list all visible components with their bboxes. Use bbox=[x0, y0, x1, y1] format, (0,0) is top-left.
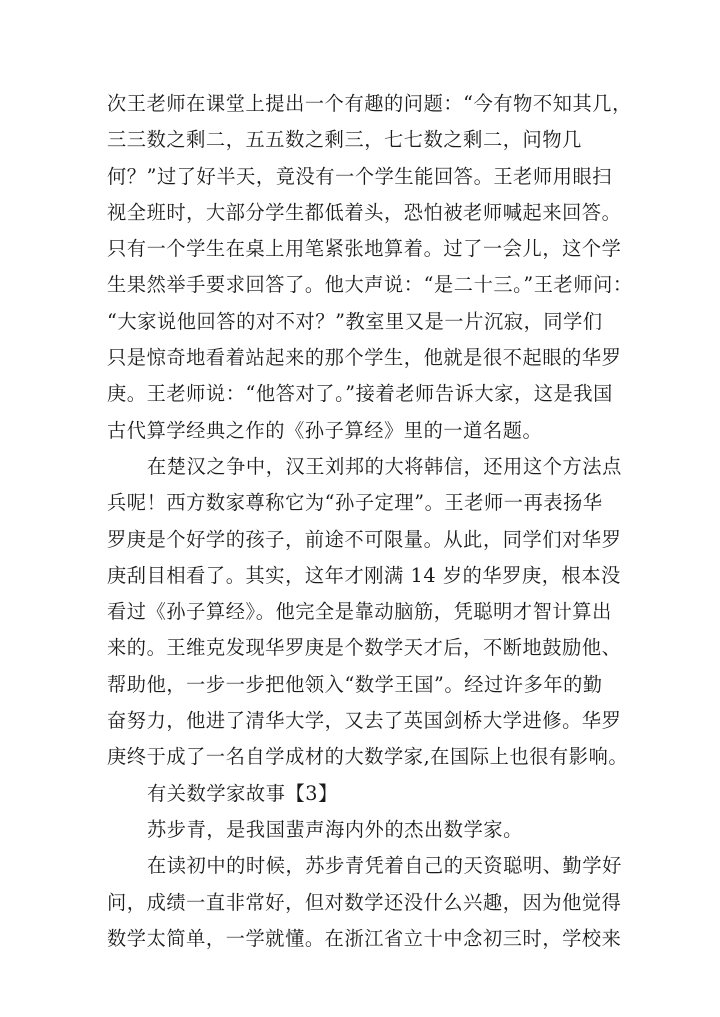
paragraph-start-line: 在楚汉之争中，汉王刘邦的大将韩信，还用这个方法点 bbox=[147, 454, 622, 478]
paragraph-start-line: 在读初中的时候，苏步青凭着自己的天资聪明、勤学好 bbox=[147, 854, 622, 878]
text-line: 次王老师在课堂上提出一个有趣的问题：“今有物不知其几， bbox=[107, 92, 632, 115]
text-line: 问，成绩一直非常好，但对数学还没什么兴趣，因为他觉得 bbox=[107, 890, 622, 914]
text-line: 庚刮目相看了。其实，这年才刚满 14 岁的华罗庚，根本没 bbox=[107, 563, 621, 587]
text-line: 庚。王老师说：“他答对了。”接着老师告诉大家，这是我国 bbox=[107, 382, 613, 406]
text-line: 三三数之剩二，五五数之剩三，七七数之剩二，问物几 bbox=[107, 128, 582, 152]
paragraph-start-line: 苏步青，是我国蜚声海内外的杰出数学家。 bbox=[147, 817, 523, 841]
text-line: 视全班时，大部分学生都低着头，恐怕被老师喊起来回答。 bbox=[107, 200, 622, 224]
text-line: 数学太简单，一学就懂。在浙江省立十中念初三时，学校来 bbox=[107, 926, 622, 950]
text-line: 生果然举手要求回答了。他大声说：“是二十三。”王老师问： bbox=[107, 273, 633, 297]
text-line: 庚终于成了一名自学成材的大数学家,在国际上也很有影响。 bbox=[107, 745, 629, 769]
text-line: 只有一个学生在桌上用笔紧张地算着。过了一会儿，这个学 bbox=[107, 237, 622, 261]
text-line: 奋努力，他进了清华大学，又去了英国剑桥大学进修。华罗 bbox=[107, 709, 622, 733]
text-line: 看过《孙子算经》。他完全是靠动脑筋，凭聪明才智计算出 bbox=[107, 600, 612, 624]
text-line: 只是惊奇地看着站起来的那个学生，他就是很不起眼的华罗 bbox=[107, 346, 622, 370]
text-line: 兵呢！西方数家尊称它为“孙子定理”。王老师一再表扬华 bbox=[107, 491, 603, 515]
text-line: “大家说他回答的对不对？”教室里又是一片沉寂，同学们 bbox=[107, 309, 603, 333]
text-line: 来的。王维克发现华罗庚是个数学天才后，不断地鼓励他、 bbox=[107, 636, 622, 660]
text-line: 何？”过了好半天，竟没有一个学生能回答。王老师用眼扫 bbox=[107, 164, 613, 188]
text-line: 古代算学经典之作的《孙子算经》里的一道名题。 bbox=[107, 418, 543, 442]
text-line: 罗庚是个好学的孩子，前途不可限量。从此，同学们对华罗 bbox=[107, 527, 622, 551]
document-body bbox=[107, 86, 633, 957]
section-heading: 有关数学家故事【3】 bbox=[147, 781, 338, 805]
text-line: 帮助他，一步一步把他领入“数学王国”。经过许多年的勤 bbox=[107, 672, 603, 696]
